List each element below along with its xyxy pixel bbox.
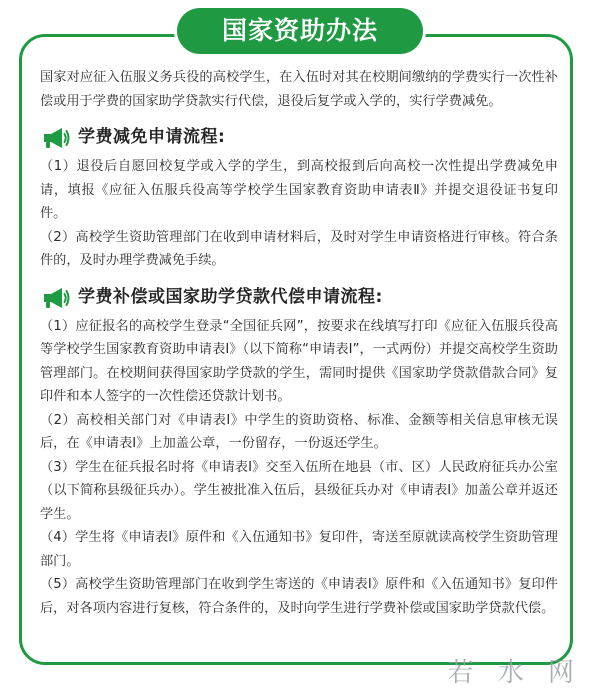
megaphone-icon xyxy=(40,285,70,311)
section-heading-label: 学费补偿或国家助学贷款代偿申请流程: xyxy=(78,286,383,307)
section-heading xyxy=(40,283,558,313)
section-compensation xyxy=(40,283,558,621)
list-item: （5）高校学生资助管理部门在收到学生寄送的《申请表Ⅰ》原件和《入伍通知书》复印件后，对各项内容进行复核，符合条件的，及时向学生进行学费补偿或国家助学贷款代偿。 xyxy=(40,577,558,616)
list-item: （2）高校学生资助管理部门在收到申请材料后，及时对学生申请资格进行审核。符合条件的，及时办理学费减免手续。 xyxy=(40,229,558,268)
list-item: （3）学生在征兵报名时将《申请表Ⅰ》交至入伍所在地县（市、区）人民政府征兵办公室（以下简称县级征兵办）。学生被批准入伍后，县级征兵办对《申请表Ⅰ》加盖公章并返还学生。 xyxy=(40,459,558,522)
list-item: （1）应征报名的高校学生登录“全国征兵网”，按要求在线填写打印《应征入伍服兵役高等学校学生国家教育资助申请表Ⅰ》（以下简称“申请表Ⅰ”，一式两份）并提交高校学生资助管理部门。在校期间获得国家助学贷款的学生，需同时提供《国家助学贷款借款合同》复印件和本人签字的一次性偿还贷款计划书。 xyxy=(40,318,558,404)
page-title: 国家资助办法 xyxy=(177,8,423,54)
document-body xyxy=(40,66,558,620)
list-item: （4）学生将《申请表Ⅰ》原件和《入伍通知书》复印件，寄送至原就读高校学生资助管理部门。 xyxy=(40,530,558,569)
intro-paragraph: 国家对应征入伍服义务兵役的高校学生，在入伍时对其在校期间缴纳的学费实行一次性补偿或用于学费的国家助学贷款实行代偿，退役后复学或入学的，实行学费减免。 xyxy=(40,70,558,109)
megaphone-icon xyxy=(40,125,70,151)
section-heading-label: 学费减免申请流程: xyxy=(78,127,226,148)
list-item: （2）高校相关部门对《申请表Ⅰ》中学生的资助资格、标准、金额等相关信息审核无误后，在《申请表Ⅰ》上加盖公章，一份留存，一份返还学生。 xyxy=(40,412,558,451)
list-item: （1）退役后自愿回校复学或入学的学生，到高校报到后向高校一次性提出学费减免申请，填报《应征入伍服兵役高等学校学生国家教育资助申请表Ⅱ》并提交退役证书复印件。 xyxy=(40,159,558,221)
watermark: 若 水 网 xyxy=(447,658,582,688)
section-heading xyxy=(40,123,558,153)
section-fee-waiver xyxy=(40,123,558,273)
